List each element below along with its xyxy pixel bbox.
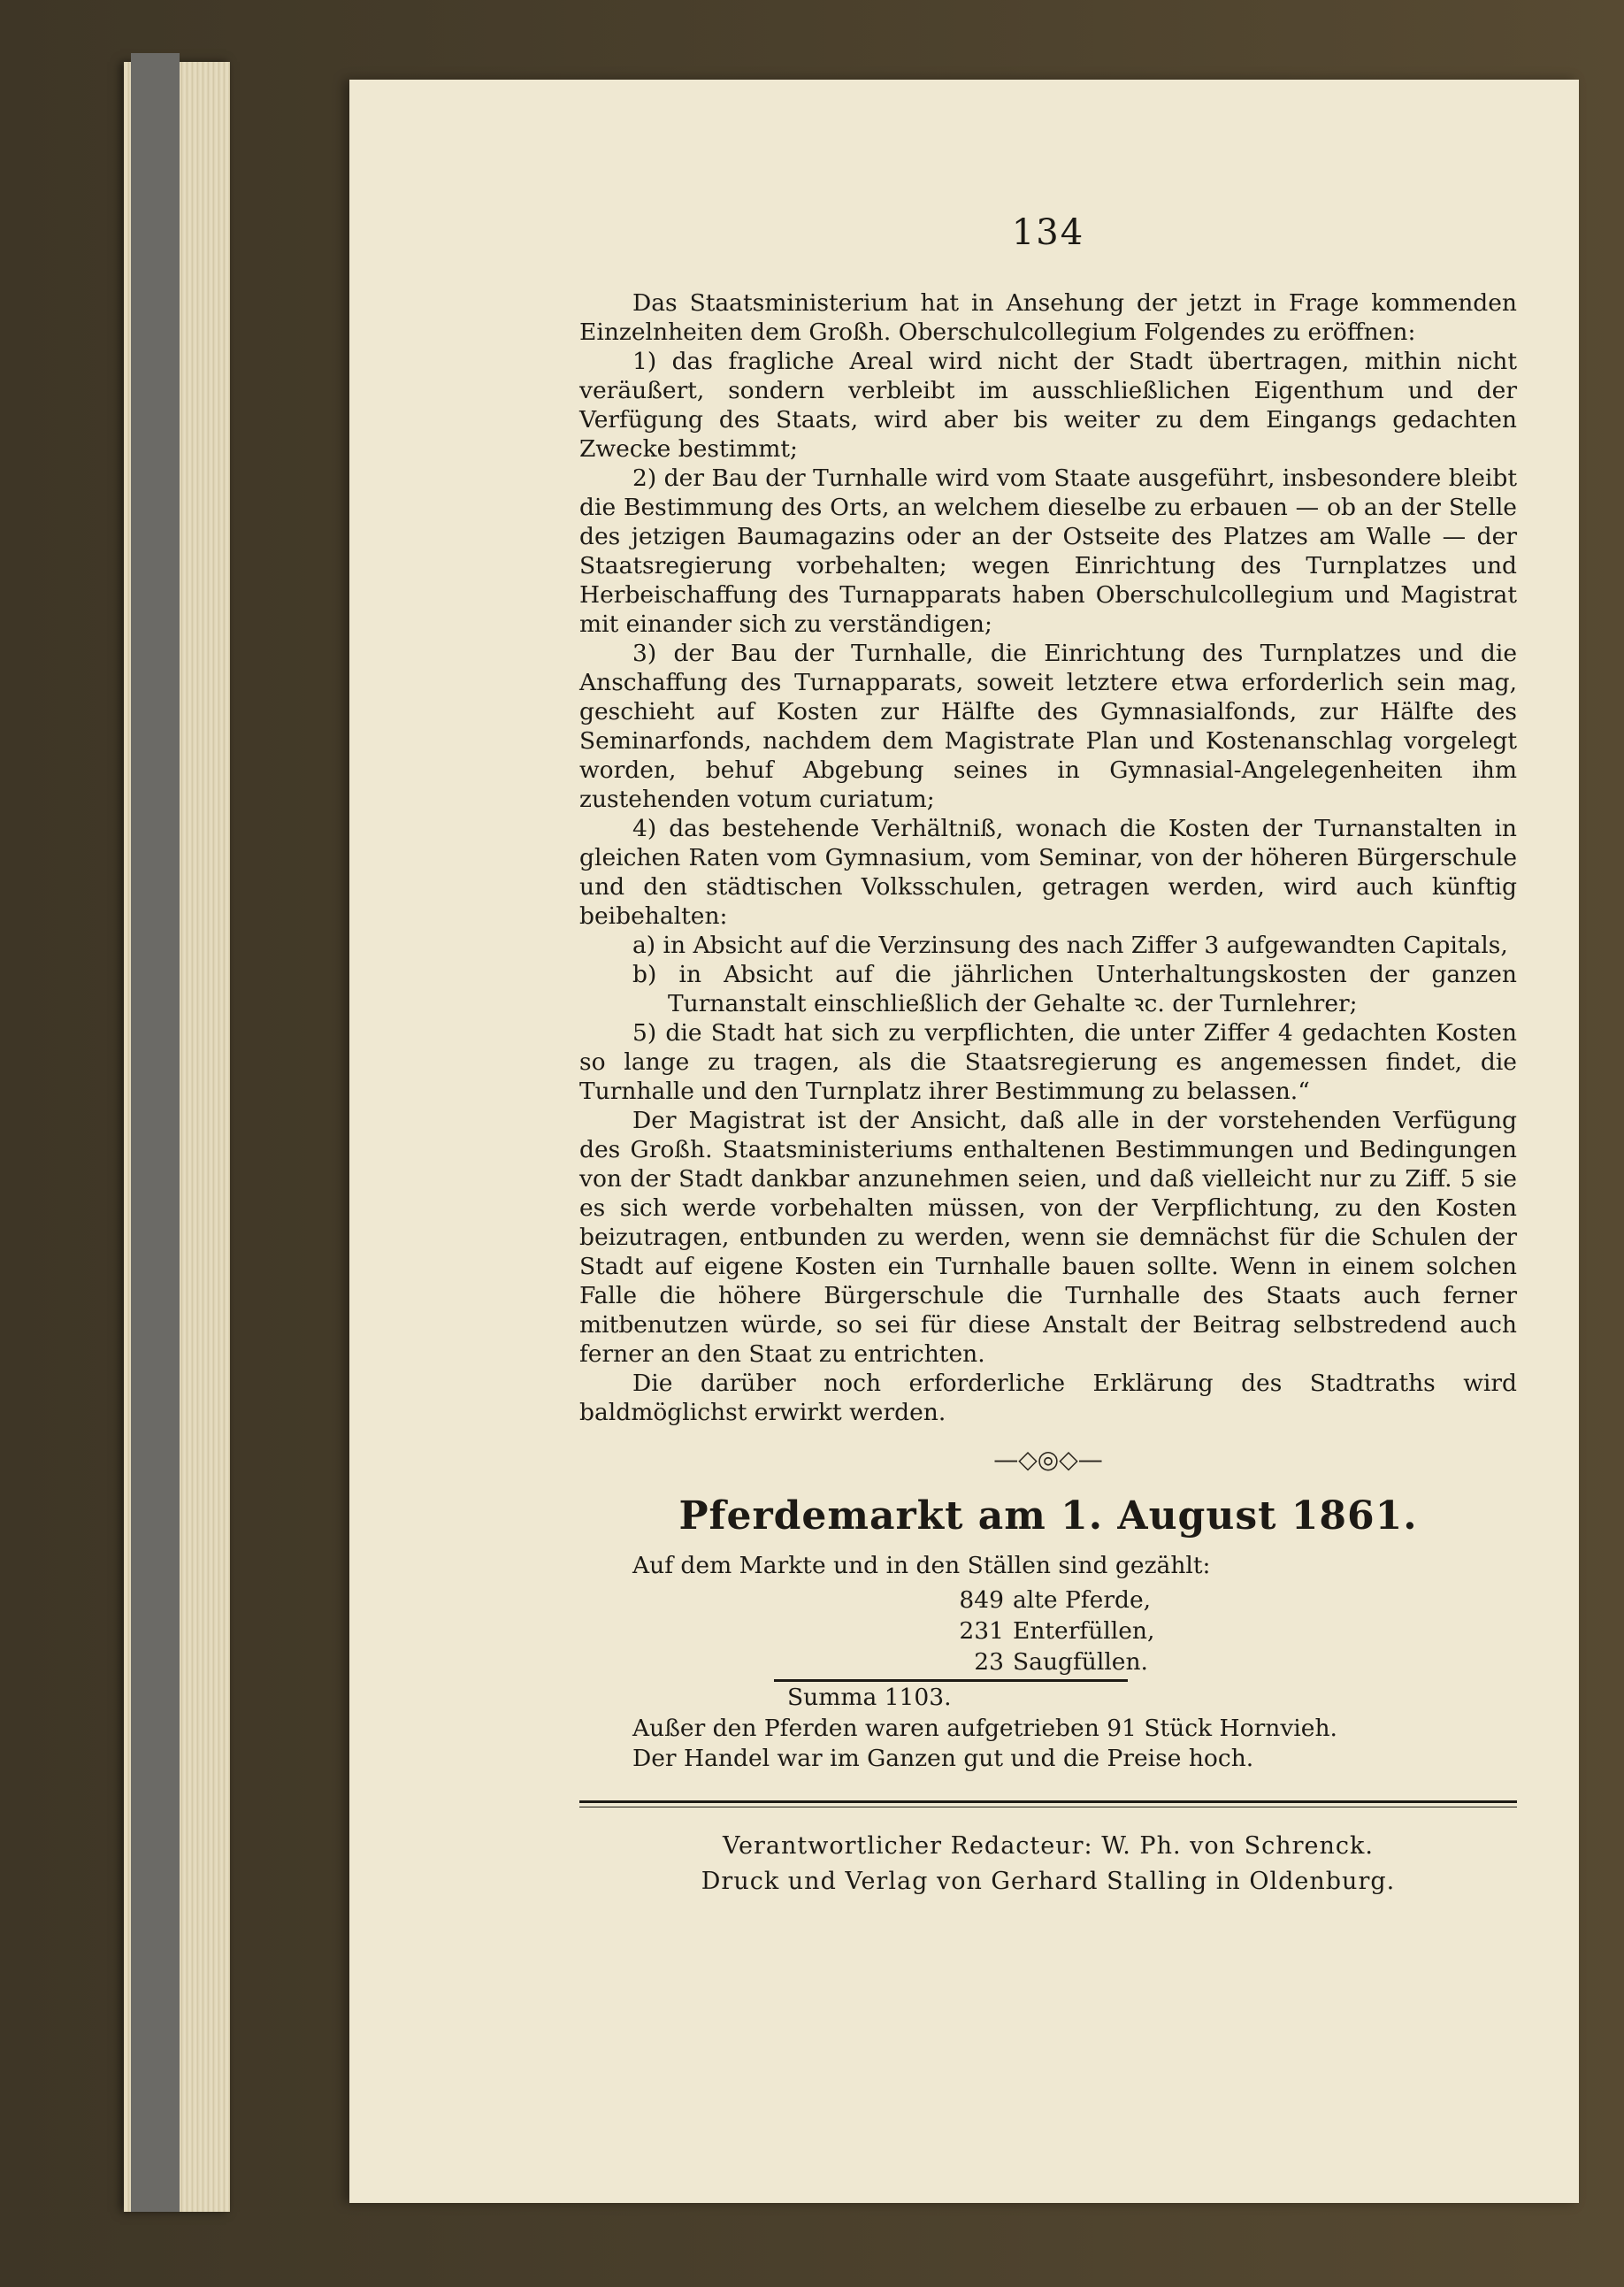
market-count: 23 bbox=[974, 1648, 1004, 1676]
market-line-1: Außer den Pferden waren aufgetrieben 91 Stück Hornvieh. bbox=[632, 1715, 1337, 1742]
market-label: Enterfüllen, bbox=[1013, 1617, 1155, 1645]
market-line-2: Der Handel war im Ganzen gut und die Preise hoch. bbox=[632, 1745, 1254, 1772]
document-page bbox=[349, 80, 1579, 2203]
market-row bbox=[579, 1615, 1517, 1646]
market-label: Saugfüllen. bbox=[1013, 1648, 1148, 1676]
market-row bbox=[579, 1646, 1517, 1677]
page-content bbox=[579, 212, 1517, 2114]
list-item-4a: a) in Absicht auf die Verzinsung des nach Ziffer 3 aufgewandten Capitals, bbox=[632, 932, 1508, 959]
page-number: 134 bbox=[1011, 212, 1085, 253]
list-item-4: 4) das bestehende Verhältniß, wonach die Kosten der Turnanstalten in gleichen Raten vom Gymnasium, vom Seminar, von der höheren Bürgerschule und den städtischen Volksschulen, getragen werden, wird auch künftig beibehalten: bbox=[579, 815, 1517, 930]
market-count-table bbox=[579, 1585, 1517, 1677]
editor-line: Verantwortlicher Redacteur: W. Ph. von Schrenck. bbox=[723, 1832, 1374, 1860]
list-item-4b: b) in Absicht auf die jährlichen Unterhaltungskosten der ganzen Turnanstalt einschließlich der Gehalte ꝛc. der Turnlehrer; bbox=[632, 961, 1517, 1017]
book-cover-strip bbox=[131, 53, 180, 2212]
magistrat-paragraph: Der Magistrat ist der Ansicht, daß alle in der vorstehenden Verfügung des Großh. Staatsministeriums enthaltenen Bestimmungen und Bedingungen von der Stadt dankbar anzunehmen seien, und daß vielleicht nur zu Ziff. 5 sie es sich werde vorbehalten müssen, von der Verpflichtung, zu den Kosten beizutragen, entbunden zu werden, wenn sie demnächst für die Schulen der Stadt auf eigene Kosten ein Turnhalle bauen sollte. Wenn in einem solchen Falle die höhere Bürgerschule die Turnhalle des Staats auch ferner mitbenutzen würde, so sei für diese Anstalt der Beitrag selbstredend auch ferner an den Staat zu entrichten. bbox=[579, 1107, 1517, 1368]
market-heading: Pferdemarkt am 1. August 1861. bbox=[678, 1493, 1418, 1539]
market-count: 849 bbox=[959, 1586, 1004, 1614]
printer-line: Druck und Verlag von Gerhard Stalling in Oldenburg. bbox=[701, 1868, 1396, 1895]
closing-paragraph: Die darüber noch erforderliche Erklärung des Stadtraths wird baldmöglichst erwirkt werden. bbox=[579, 1370, 1517, 1426]
intro-paragraph: Das Staatsministerium hat in Ansehung der jetzt in Frage kommenden Einzelnheiten dem Großh. Oberschulcollegium Folgendes zu eröffnen: bbox=[579, 289, 1517, 346]
market-intro: Auf dem Markte und in den Ställen sind gezählt: bbox=[632, 1552, 1211, 1579]
list-item-3: 3) der Bau der Turnhalle, die Einrichtung des Turnplatzes und die Anschaffung des Turnapparats, soweit letztere etwa erforderlich sein mag, geschieht auf Kosten zur Hälfte des Gymnasialfonds, zur Hälfte des Seminarfonds, nachdem dem Magistrate Plan und Kostenanschlag vorgelegt worden, behuf Abgebung seines in Gymnasial-Angelegenheiten ihm zustehenden votum curiatum; bbox=[579, 640, 1517, 813]
footer-divider bbox=[579, 1800, 1517, 1807]
market-label: alte Pferde, bbox=[1013, 1586, 1152, 1614]
market-count: 231 bbox=[959, 1617, 1004, 1645]
list-item-5: 5) die Stadt hat sich zu verpflichten, die unter Ziffer 4 gedachten Kosten so lange zu tragen, als die Staatsregierung es angemessen findet, die Turnhalle und den Turnplatz ihrer Bestimmung zu belassen.“ bbox=[579, 1019, 1517, 1105]
market-sum: Summa 1103. bbox=[787, 1684, 952, 1711]
list-item-1: 1) das fragliche Areal wird nicht der Stadt übertragen, mithin nicht veräußert, sondern verbleibt im ausschließlichen Eigenthum und der Verfügung des Staats, wird aber bis weiter zu dem Eingangs gedachten Zwecke bestimmt; bbox=[579, 348, 1517, 463]
market-row bbox=[579, 1585, 1517, 1615]
section-ornament: —◇◎◇— bbox=[993, 1445, 1103, 1474]
list-item-2: 2) der Bau der Turnhalle wird vom Staate ausgeführt, insbesondere bleibt die Bestimmung des Orts, an welchem dieselbe zu erbauen — ob an der Stelle des jetzigen Baumagazins oder an der Ostseite des Platzes am Walle — der Staatsregierung vorbehalten; wegen Einrichtung des Turnplatzes und Herbeischaffung des Turnapparats haben Oberschulcollegium und Magistrat mit einander sich zu verständigen; bbox=[579, 464, 1517, 638]
